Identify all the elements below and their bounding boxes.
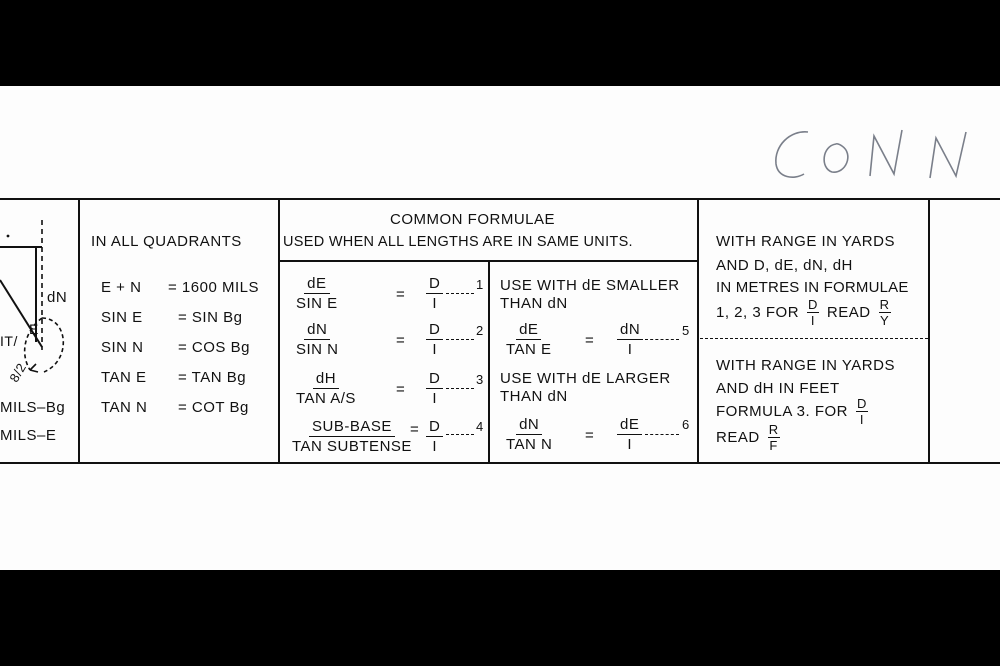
mils-e-text: MILS–E	[0, 427, 57, 444]
formula-2-lhs	[296, 322, 339, 357]
formula-numerator: D	[426, 419, 443, 437]
yards-text-line: AND dH IN FEET	[716, 380, 840, 397]
quadrant-row-left: TAN E	[101, 369, 147, 386]
formula-equals: =	[410, 421, 420, 438]
column-divider	[278, 198, 280, 464]
formula-denominator: I	[627, 341, 633, 358]
yards-divider	[700, 338, 928, 339]
common-formulae-subtitle: USED WHEN ALL LENGTHS ARE IN SAME UNITS.	[283, 234, 633, 250]
formula-numerator: dE	[516, 322, 541, 340]
quadrant-row-right: = COT Bg	[178, 399, 249, 416]
formula-denominator: I	[432, 341, 437, 358]
yards-text: 1, 2, 3 FOR	[716, 303, 800, 321]
quadrant-row-right: = TAN Bg	[178, 369, 247, 386]
formula-equals: =	[585, 332, 595, 349]
column-divider	[697, 198, 699, 464]
mils-bg-text: MILS–Bg	[0, 399, 66, 416]
quadrant-row-left: SIN N	[101, 339, 144, 356]
formula-leader	[446, 339, 474, 340]
formula-1-rhs	[426, 276, 443, 311]
quadrants-header: IN ALL QUADRANTS	[91, 233, 242, 250]
formula-6-lhs	[506, 417, 552, 452]
yards-fraction	[879, 298, 891, 327]
yards-text-line: WITH RANGE IN YARDS	[716, 233, 895, 250]
formula-number: 5	[682, 323, 690, 338]
formula-number: 3	[476, 372, 484, 387]
formula-numerator: D	[426, 322, 443, 340]
formula-number: 4	[476, 419, 484, 434]
formula-denominator: I	[432, 438, 437, 455]
fraction-numerator: D	[808, 296, 818, 312]
formula-4-rhs	[426, 419, 443, 454]
fraction-numerator: R	[768, 421, 779, 437]
yards-fraction	[807, 298, 819, 327]
column-divider	[78, 198, 80, 464]
formula-numerator: dH	[313, 371, 339, 389]
yards-text-line: IN METRES IN FORMULAE	[716, 279, 909, 296]
formula-denominator: SIN E	[296, 295, 338, 312]
formula-denominator: TAN N	[506, 436, 553, 453]
formula-3-rhs	[426, 371, 443, 406]
partial-label: IT/	[0, 333, 18, 349]
dn-label: dN	[47, 289, 68, 306]
formula-numerator: SUB-BASE	[309, 419, 395, 437]
formula-6-rhs	[617, 417, 642, 452]
quadrant-row-right: = 1600 MILS	[168, 279, 259, 296]
table-bottom-border	[0, 462, 1000, 464]
smaller-note-line2: THAN dN	[500, 295, 568, 312]
yards-formula-line	[716, 422, 780, 452]
formula-equals: =	[396, 332, 406, 349]
formula-denominator: TAN E	[506, 341, 552, 358]
handwriting-conn	[770, 118, 1000, 188]
formula-numerator: dE	[304, 276, 329, 294]
formula-numerator: D	[426, 276, 443, 294]
formula-denominator: SIN N	[296, 341, 339, 358]
yards-formula-line	[716, 296, 891, 328]
yards-text: READ	[826, 303, 871, 321]
quadrant-diagram	[0, 200, 78, 462]
formula-equals: =	[585, 427, 595, 444]
scribble-label: 8/2	[6, 360, 30, 385]
column-divider	[928, 198, 930, 464]
formulae-column-divider	[488, 260, 490, 464]
quadrant-row-left: SIN E	[101, 309, 143, 326]
formula-number: 1	[476, 277, 484, 292]
e-label: E	[29, 321, 39, 337]
formula-number: 6	[682, 417, 690, 432]
quadrant-row-right: = SIN Bg	[178, 309, 243, 326]
fraction-numerator: R	[879, 296, 890, 312]
quadrant-row-right: = COS Bg	[178, 339, 250, 356]
formula-5-lhs	[506, 322, 552, 357]
formula-leader	[446, 434, 474, 435]
fraction-denominator: Y	[879, 312, 890, 328]
formula-5-rhs	[617, 322, 643, 357]
formula-denominator: TAN SUBTENSE	[292, 438, 412, 455]
formula-leader	[645, 339, 679, 340]
table-top-border	[0, 198, 1000, 200]
formula-denominator: I	[627, 436, 633, 453]
fraction-denominator: F	[769, 437, 778, 453]
common-formulae-title: COMMON FORMULAE	[390, 211, 555, 228]
smaller-note-line1: USE WITH dE SMALLER	[500, 277, 680, 294]
formula-equals: =	[396, 286, 406, 303]
yards-fraction	[768, 423, 780, 452]
quadrant-row-left: E + N	[101, 279, 142, 296]
formula-denominator: I	[432, 295, 437, 312]
formula-denominator: TAN A/S	[296, 390, 356, 407]
formula-2-rhs	[426, 322, 443, 357]
formula-leader	[645, 434, 679, 435]
formula-leader	[446, 388, 474, 389]
formula-3-lhs	[296, 371, 356, 406]
fraction-numerator: D	[857, 395, 867, 411]
formula-numerator: dN	[617, 322, 643, 340]
larger-note-line2: THAN dN	[500, 388, 568, 405]
quadrant-row-left: TAN N	[101, 399, 148, 416]
formula-1-lhs	[296, 276, 338, 311]
formula-numerator: dN	[304, 322, 330, 340]
formula-numerator: dN	[516, 417, 542, 435]
formula-number: 2	[476, 323, 484, 338]
formula-denominator: I	[432, 390, 437, 407]
formula-equals: =	[396, 381, 406, 398]
yards-text: FORMULA 3. FOR	[716, 402, 849, 420]
larger-note-line1: USE WITH dE LARGER	[500, 370, 671, 387]
formula-numerator: dE	[617, 417, 642, 435]
fraction-denominator: I	[859, 411, 865, 427]
formula-numerator: D	[426, 371, 443, 389]
formula-leader	[446, 293, 474, 294]
formula-4-lhs	[292, 419, 412, 454]
yards-fraction	[856, 397, 868, 426]
fraction-denominator: I	[810, 312, 816, 328]
handwritten-annotation	[770, 118, 1000, 188]
yards-text-line: AND D, dE, dN, dH	[716, 257, 853, 274]
yards-text: READ	[716, 428, 760, 446]
yards-text-line: WITH RANGE IN YARDS	[716, 357, 895, 374]
